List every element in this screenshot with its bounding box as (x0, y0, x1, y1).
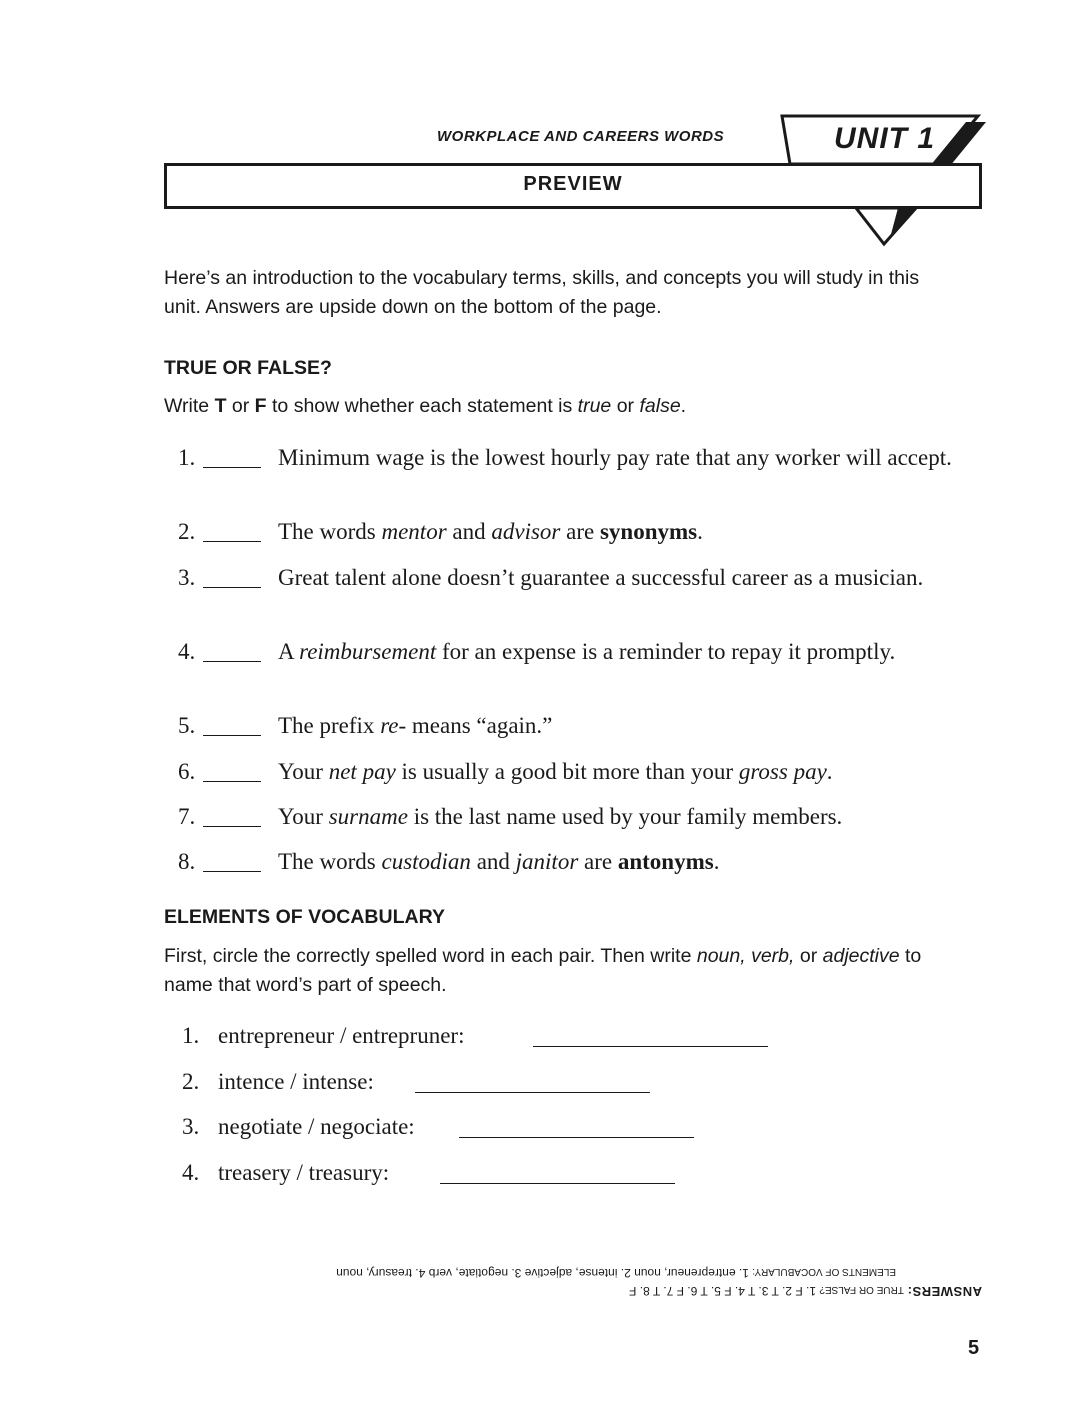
answers-upside-down (220, 1260, 982, 1300)
true-false-heading: TRUE OR FALSE? (164, 357, 332, 379)
tf-statement: Great talent alone doesn’t guarantee a successful career as a musician. (278, 565, 924, 590)
tf-item-number: 4. (178, 639, 196, 664)
tf-item-number: 7. (178, 804, 196, 829)
elements-vocab-instruction: First, circle the correctly spelled word in each pair. Then write noun, verb, or adjective to name that word’s part of speech. (164, 945, 922, 996)
tf-answer-blank[interactable] (203, 759, 261, 782)
tf-statement: The words mentor and advisor are synonyms. (278, 519, 703, 544)
ev-word-pair[interactable]: entrepreneur / entrepruner: (218, 1023, 465, 1048)
ev-answer-line[interactable] (440, 1183, 675, 1184)
ev-answer-line[interactable] (415, 1092, 650, 1093)
ev-item-number: 2. (182, 1069, 200, 1094)
elements-vocab-heading: ELEMENTS OF VOCABULARY (164, 906, 445, 928)
tf-item-number: 5. (178, 713, 196, 738)
tf-statement: The prefix re- means “again.” (278, 713, 553, 738)
ev-item-number: 1. (182, 1023, 200, 1048)
tf-answer-blank[interactable] (203, 565, 261, 588)
answers-label: ANSWERS: (907, 1284, 982, 1299)
ev-word-pair[interactable]: negotiate / negociate: (218, 1114, 415, 1139)
section-label: WORKPLACE AND CAREERS WORDS (437, 128, 725, 145)
answers-ev: 1. entrepreneur, noun 2. intense, adjective 3. negotiate, verb 4. treasury, noun (336, 1266, 749, 1280)
tf-item-number: 3. (178, 565, 196, 590)
tf-statement: Your surname is the last name used by your family members. (278, 804, 843, 829)
ev-word-pair[interactable]: intence / intense: (218, 1069, 374, 1094)
tf-statement: Your net pay is usually a good bit more than your gross pay. (278, 759, 833, 784)
answers-tf: 1. F 2. T 3. T 4. F 5. T 6. F 7. T 8. F (629, 1284, 817, 1298)
tf-item-number: 1. (178, 445, 196, 470)
preview-title: PREVIEW (523, 173, 623, 195)
unit-label: UNIT 1 (834, 122, 936, 155)
ev-answer-line[interactable] (533, 1046, 768, 1047)
true-false-instruction: Write T or F to show whether each statement is true or false. (164, 395, 687, 417)
page-number: 5 (968, 1337, 980, 1359)
tf-item-number: 2. (178, 519, 196, 544)
ev-word-pair[interactable]: treasery / treasury: (218, 1160, 390, 1185)
tf-statement: The words custodian and janitor are antonyms. (278, 849, 720, 874)
intro-paragraph: Here’s an introduction to the vocabulary terms, skills, and concepts you will study in this unit. Answers are upside down on the bottom of the page. (164, 267, 920, 318)
tf-statement: Minimum wage is the lowest hourly pay rate that any worker will accept. (278, 445, 952, 470)
ev-answer-line[interactable] (459, 1137, 694, 1138)
tf-item-number: 6. (178, 759, 196, 784)
ev-item-number: 4. (182, 1160, 200, 1185)
tf-answer-blank[interactable] (203, 804, 261, 827)
tf-answer-blank[interactable] (203, 519, 261, 542)
tf-answer-blank[interactable] (203, 639, 261, 662)
tf-statement: A reimbursement for an expense is a reminder to repay it promptly. (278, 639, 896, 664)
tf-item-number: 8. (178, 849, 196, 874)
tf-answer-blank[interactable] (203, 849, 261, 872)
answers-ev-label: ELEMENTS OF VOCABULARY: (752, 1266, 896, 1277)
ev-item-number: 3. (182, 1114, 200, 1139)
tf-answer-blank[interactable] (203, 445, 261, 468)
tf-answer-blank[interactable] (203, 713, 261, 736)
answers-tf-label: TRUE OR FALSE? (819, 1284, 904, 1295)
